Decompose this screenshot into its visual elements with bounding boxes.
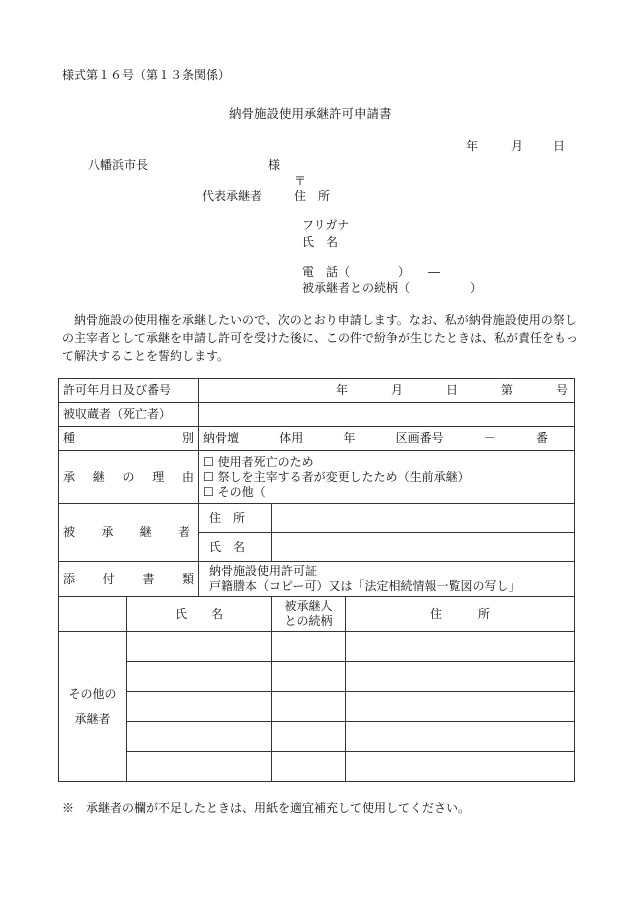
application-table [58,378,575,782]
reason-option-death[interactable]: ☐ 使用者死亡のため [203,454,314,469]
others-name-cell[interactable] [127,722,272,752]
others-name-cell[interactable] [127,752,272,782]
page-title: 納骨施設使用承継許可申請書 [229,106,392,121]
others-name-cell[interactable] [127,662,272,692]
heir-name-value-cell[interactable] [272,533,575,562]
reason-option-other[interactable]: ☐ その他（ [203,484,266,499]
others-name-cell[interactable] [127,692,272,722]
attach-item: 戸籍謄本（コピー可）又は「法定相続情報一覧図の写し」 [209,579,521,593]
permit-label-cell: 許可年月日及び番号 [59,379,199,403]
others-header-relation: 被承継人 との続柄 [272,597,346,632]
furigana-label: フリガナ [302,218,350,232]
others-header-name: 氏 名 [127,597,272,632]
date-year: 年 [466,139,479,153]
interred-label-cell: 被収蔵者（死亡者） [59,403,199,427]
honorific: 様 [268,158,281,172]
footnote: ※ 承継者の欄が不足したときは、用紙を適宜補充して使用してください。 [62,801,471,815]
address-label: 住 所 [294,189,331,203]
name-label: 氏 名 [302,235,339,249]
others-address-cell[interactable] [346,692,575,722]
type-label-cell: 種 別 [59,427,199,451]
others-address-cell[interactable] [346,722,575,752]
addressee: 八幡浜市長 [88,158,149,172]
date-month: 月 [511,139,524,153]
others-address-cell[interactable] [346,632,575,662]
reason-options-cell [199,451,575,504]
others-name-cell[interactable] [127,632,272,662]
heir-address-label-cell: 住 所 [199,504,272,533]
date-line [466,140,565,152]
others-relation-cell[interactable] [272,722,346,752]
heir-name-label-cell: 氏 名 [199,533,272,562]
others-header-blank [59,597,127,632]
interred-value-cell[interactable] [199,403,575,427]
others-label-cell: その他の 承継者 [59,632,127,782]
statement-paragraph: 納骨施設の使用権を承継したいので、次のとおり申請します。なお、私が納骨施設使用の祭しの主宰者として承継を申請し許可を受けた後に、この件で紛争が生じたときは、私が責任をもって解決することを誓約します。 [62,313,579,363]
others-relation-cell[interactable] [272,632,346,662]
attach-item: 納骨施設使用許可証 [209,564,318,578]
reason-option-change[interactable]: ☐ 祭しを主宰する者が変更したため（生前承継） [203,469,470,484]
heir-label-cell: 被 承 継 者 [59,504,199,562]
relation-label: 被承継者との続柄（ ） [302,281,483,295]
type-value-cell[interactable]: 納骨壇 体用 年 区画番号 － 番 [199,427,575,451]
others-relation-cell[interactable] [272,752,346,782]
reason-label-cell: 承 継 の 理 由 [59,451,199,504]
others-address-cell[interactable] [346,662,575,692]
others-address-cell[interactable] [346,752,575,782]
representative-label: 代表承継者 [202,189,263,203]
form-number: 様式第１６号（第１３条関係） [62,68,231,82]
attach-label-cell: 添 付 書 類 [59,562,199,597]
others-relation-cell[interactable] [272,662,346,692]
postal-mark: 〒 [294,174,307,188]
heir-address-value-cell[interactable] [272,504,575,533]
others-header-address: 住 所 [346,597,575,632]
phone-label: 電 話（ ） ― [302,265,441,279]
date-day: 日 [553,139,566,153]
others-relation-cell[interactable] [272,692,346,722]
permit-value-cell[interactable]: 年 月 日 第 号 [199,379,575,403]
attach-items-cell [199,562,575,597]
